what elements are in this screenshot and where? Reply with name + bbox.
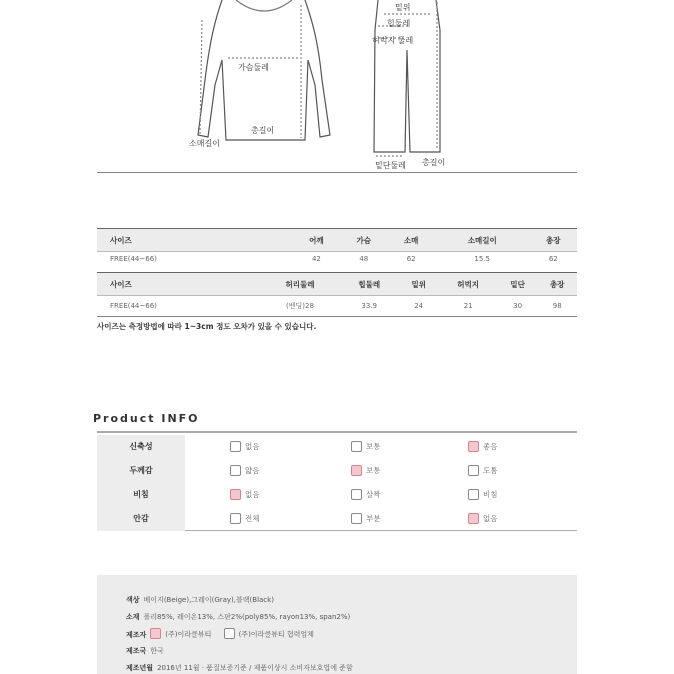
section-divider (97, 172, 577, 173)
pants-length-label: 총길이 (422, 158, 446, 167)
table-header-row (97, 229, 577, 252)
checkbox-icon (468, 489, 479, 500)
table-cell: 42 (311, 254, 321, 263)
table-cell: FREE(44~66) (110, 302, 157, 310)
pi-row-label: 두께감 (97, 459, 185, 483)
sleeve-label: 소매길이 (189, 139, 220, 148)
pi-option-label: 없음 (245, 442, 260, 451)
pi-option-label: 전체 (245, 514, 260, 523)
pants-hem-label: 밑단둘레 (375, 161, 406, 170)
material-line (126, 612, 350, 622)
table-cell: 30 (513, 302, 523, 310)
pi-option-label: 없음 (245, 490, 260, 499)
col-thigh: 허벅지 (438, 273, 497, 296)
table-row (97, 252, 577, 266)
checkbox-checked-icon[interactable] (150, 628, 161, 639)
pi-option[interactable] (230, 435, 260, 459)
checkbox-checked-icon (230, 489, 241, 500)
pi-option-label: 보통 (366, 466, 381, 475)
date-value: 2016년 11월 · 품질보증기준 / 제품이상시 소비자보호법에 준함 (157, 664, 353, 672)
checkbox-checked-icon (351, 465, 362, 476)
pi-option[interactable] (468, 507, 498, 531)
checkbox-checked-icon (468, 441, 479, 452)
table-header-row (97, 273, 577, 296)
table-cell: 33.9 (361, 302, 378, 310)
country-label: 제조국 (126, 647, 147, 655)
pi-option[interactable] (351, 483, 381, 507)
pi-option[interactable] (468, 459, 498, 483)
pi-option-label: 얇음 (245, 466, 260, 475)
material-value: 폴리85%, 레이온13%, 스판2%(poly85%, rayon13%, span2%) (143, 613, 351, 621)
date-line (126, 663, 353, 673)
size-table-top (97, 228, 577, 265)
pi-option[interactable] (230, 507, 260, 531)
pants-hip-label: 힙둘레 (387, 19, 411, 28)
material-label: 소재 (126, 613, 140, 621)
maker-option-2: (주)이라클뷰티 협력업체 (238, 630, 314, 639)
checkbox-icon (468, 465, 479, 476)
date-label: 제조년월 (126, 664, 154, 672)
length-label: 총길이 (251, 126, 275, 135)
pi-option-label: 부분 (366, 514, 381, 523)
checkbox-icon (230, 465, 241, 476)
pi-row-label: 비침 (97, 483, 185, 507)
table-cell: 24 (414, 302, 424, 310)
table-row (97, 296, 577, 317)
country-value: 한국 (150, 647, 164, 655)
col-sleeve-length: 소매길이 (435, 229, 530, 252)
country-line (126, 646, 164, 656)
table-cell: 15.5 (474, 254, 490, 263)
pi-option-label: 비침 (483, 490, 498, 499)
pants-rise-label: 밑위 (395, 3, 411, 12)
pi-option[interactable] (468, 435, 498, 459)
col-hem: 밑단 (498, 273, 538, 296)
checkbox-icon (230, 441, 241, 452)
pi-row-label: 안감 (97, 507, 185, 531)
col-sleeve: 소매 (387, 229, 434, 252)
pi-option-label: 좋음 (483, 442, 498, 451)
pi-option[interactable] (351, 459, 381, 483)
chest-label: 가슴둘레 (238, 63, 269, 72)
pi-option[interactable] (351, 507, 381, 531)
pants-thigh-label: 허벅지 둘레 (372, 36, 414, 45)
fabric-info-box (97, 575, 577, 674)
checkbox-icon (230, 513, 241, 524)
col-chest: 가슴 (340, 229, 387, 252)
maker-option-1: (주)이라클뷰티 (165, 630, 212, 639)
maker-label: 제조자 (126, 630, 147, 639)
garment-sketch (0, 0, 674, 175)
pi-option-label: 도톰 (483, 466, 498, 475)
table-cell: 21 (463, 302, 473, 310)
table-cell: (밴딩)28 (286, 302, 314, 310)
col-total-length: 총장 (530, 229, 577, 252)
checkbox-icon (351, 441, 362, 452)
size-table-pants (97, 272, 577, 317)
checkbox-checked-icon (468, 513, 479, 524)
table-cell: 62 (406, 254, 416, 263)
pi-option-label: 보통 (366, 442, 381, 451)
product-info-title: Product INFO (93, 412, 200, 425)
pi-option-label: 살짝 (366, 490, 381, 499)
col-waist: 허리둘레 (260, 273, 339, 296)
col-hip: 힙둘레 (340, 273, 399, 296)
col-shoulder: 어깨 (293, 229, 340, 252)
table-cell: 48 (359, 254, 369, 263)
product-info-grid (97, 431, 577, 531)
pi-option[interactable] (468, 483, 498, 507)
pi-row-label: 신축성 (97, 435, 185, 459)
table-cell: 98 (552, 302, 562, 310)
pi-option[interactable] (230, 459, 260, 483)
color-value: 베이지(Beige),그레이(Gray),블랙(Black) (143, 596, 274, 604)
checkbox-icon[interactable] (224, 628, 235, 639)
color-label: 색상 (126, 596, 140, 604)
col-size: 사이즈 (97, 273, 260, 296)
col-total-length: 총장 (537, 273, 577, 296)
col-size: 사이즈 (97, 229, 293, 252)
color-line (126, 595, 274, 605)
pi-option[interactable] (230, 483, 260, 507)
checkbox-icon (351, 489, 362, 500)
pi-option-label: 없음 (483, 514, 498, 523)
checkbox-icon (351, 513, 362, 524)
table-cell: FREE(44~66) (110, 254, 157, 263)
table-cell: 62 (548, 254, 558, 263)
size-note: 사이즈는 측정방법에 따라 1~3cm 정도 오차가 있을 수 있습니다. (97, 322, 317, 331)
col-rise: 밑위 (399, 273, 439, 296)
maker-line (126, 629, 314, 640)
pi-option[interactable] (351, 435, 381, 459)
